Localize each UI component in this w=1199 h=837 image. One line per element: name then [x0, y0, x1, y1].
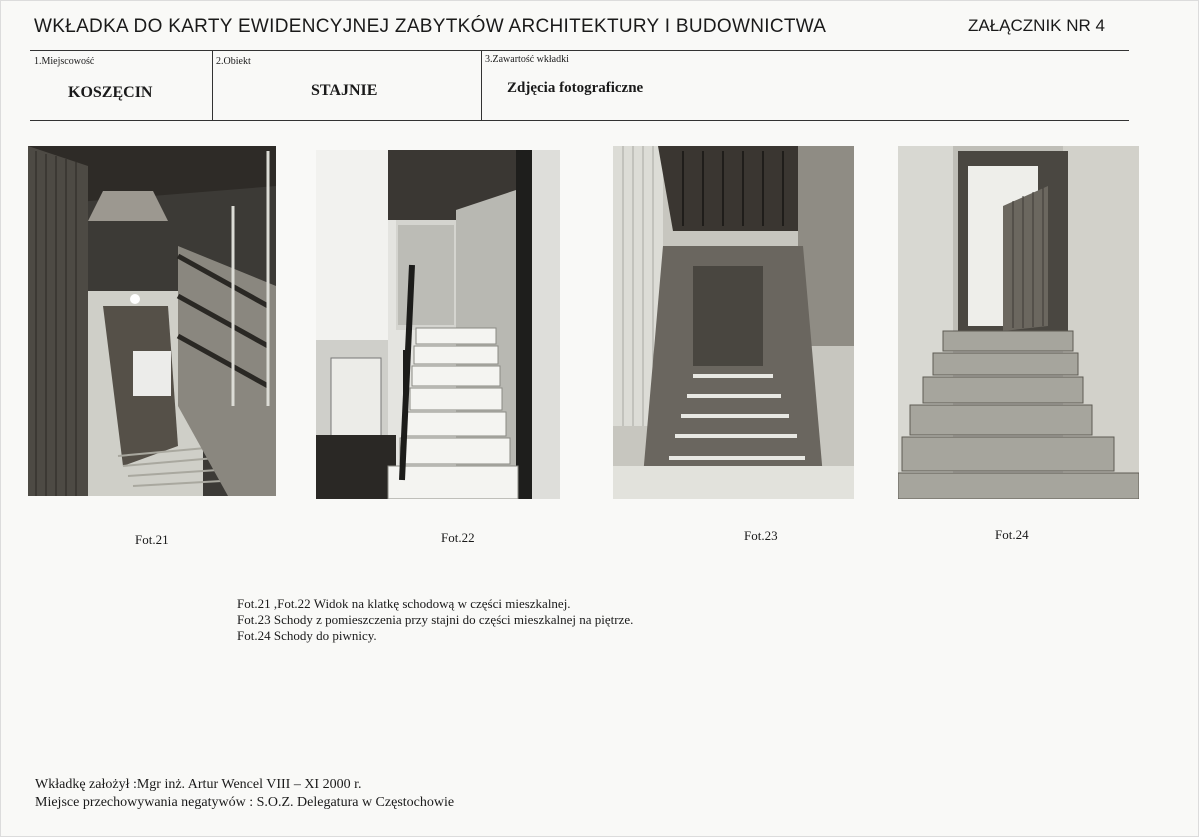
caption-fot23: Fot.23: [744, 528, 778, 543]
field-label-locality: 1.Miejscowość: [34, 56, 95, 67]
photo-fot21: [28, 146, 276, 496]
footer-author: Wkładkę założył :Mgr inż. Artur Wencel VIII – XI 2000 r.: [35, 777, 362, 792]
footer: [35, 776, 454, 812]
footer-storage: Miejsce przechowywania negatywów : S.O.Z. Delegatura w Częstochowie: [35, 795, 455, 810]
photo-fot24: [898, 146, 1139, 499]
header-rule-top: [30, 50, 1129, 51]
caption-fot22: Fot.22: [441, 530, 475, 545]
annex-number: ZAŁĄCZNIK NR 4: [968, 16, 1105, 35]
document-title: WKŁADKA DO KARTY EWIDENCYJNEJ ZABYTKÓW ARCHITEKTURY I BUDOWNICTWA: [34, 16, 827, 37]
field-label-object: 2.Obiekt: [216, 56, 251, 67]
photo-fot23: [613, 146, 854, 499]
field-divider-1: [212, 50, 213, 121]
caption-fot24: Fot.24: [995, 527, 1029, 542]
photo-fot22: [316, 150, 560, 499]
header-rule-bottom: [30, 120, 1129, 121]
description-line: Fot.24 Schody do piwnicy.: [237, 628, 377, 643]
field-value-object: STAJNIE: [311, 82, 378, 99]
field-value-locality: KOSZĘCIN: [68, 84, 153, 101]
field-value-contents: Zdjęcia fotograficzne: [507, 80, 644, 96]
caption-fot21: Fot.21: [135, 532, 169, 547]
field-label-contents: 3.Zawartość wkładki: [485, 54, 569, 65]
field-divider-2: [481, 50, 482, 121]
description-line: Fot.21 ,Fot.22 Widok na klatkę schodową w części mieszkalnej.: [237, 596, 571, 611]
photo-descriptions: [237, 596, 633, 644]
description-line: Fot.23 Schody z pomieszczenia przy stajni do części mieszkalnej na piętrze.: [237, 612, 634, 627]
